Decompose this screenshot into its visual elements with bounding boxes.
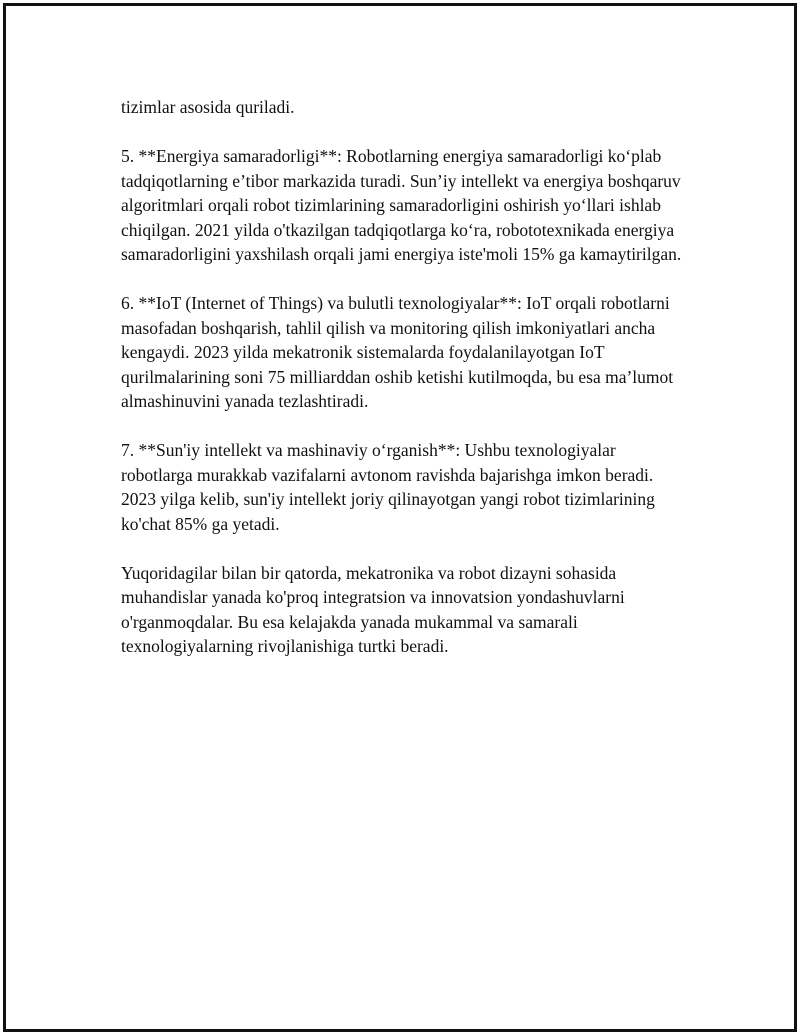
paragraph-conclusion: Yuqoridagilar bilan bir qatorda, mekatronika va robot dizayni sohasida muhandislar yanada ko'proq integratsion va innovatsion yondashuvlarni o'rganmoqdalar. Bu esa kelajakda yanada mukammal va samarali texnologiyalarning rivojlanishiga turtki beradi.: [121, 562, 625, 656]
paragraph-continuation: tizimlar asosida quriladi.: [121, 97, 295, 117]
document-body: [121, 95, 691, 683]
document-page: [3, 3, 797, 1032]
paragraph-ai-machine-learning: 7. **Sun'iy intellekt va mashinaviy o‘rganish**: Ushbu texnologiyalar robotlarga murakkab vazifalarni avtonom ravishda bajarishga imkon beradi. 2023 yilga kelib, sun'iy intellekt joriy qilinayotgan yangi robot tizimlarining ko'chat 85% ga yetadi.: [121, 440, 655, 534]
paragraph-iot-cloud: 6. **IoT (Internet of Things) va bulutli texnologiyalar**: IoT orqali robotlarni masofadan boshqarish, tahlil qilish va monitoring qilish imkoniyatlari ancha kengaydi. 2023 yilda mekatronik sistemalarda foydalanilayotgan IoT qurilmalarining soni 75 milliarddan oshib ketishi kutilmoqda, bu esa ma’lumot almashinuvini yanada tezlashtiradi.: [121, 293, 674, 411]
paragraph-energy-efficiency: 5. **Energiya samaradorligi**: Robotlarning energiya samaradorligi ko‘plab tadqiqotlarning e’tibor markazida turadi. Sun’iy intellekt va energiya boshqaruv algoritmlari orqali robot tizimlarining samaradorligini oshirish yo‘llari ishlab chiqilgan. 2021 yilda o'tkazilgan tadqiqotlarga ko‘ra, robototexnikada energiya samaradorligini yaxshilash orqali jami energiya iste'moli 15% ga kamaytirilgan.: [121, 146, 682, 264]
